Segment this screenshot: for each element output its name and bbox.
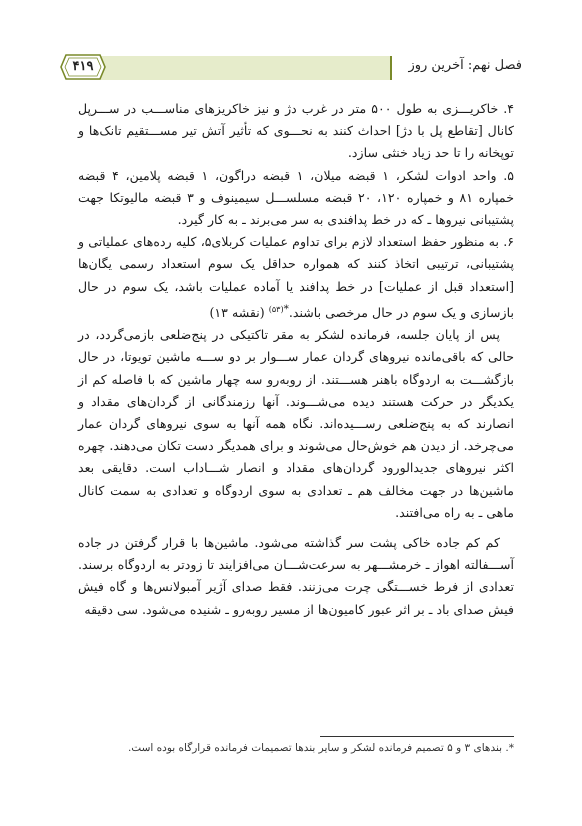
list-item-text: به منظور حفظ استعداد لازم برای تداوم عملیات کربلای۵، کلیه رده‌های عملیاتی و پشتیبانی، ترتیبی اتخاذ کنند که همواره حداقل یک سوم استعداد رسمی یگان‌ها [استعداد قبل از عملیات] در خط پدافند یا آماده عملیات باشد، یک سوم در حال بازسازی و یک سوم در حال مرخصی باشند. [78,234,514,321]
page-number: ۴۱۹ [72,59,94,74]
list-item [78,231,514,324]
list-item-text: واحد ادوات لشکر، ۱ قبضه میلان، ۱ قبضه دراگون، ۱ قبضه پلامین، ۴ قبضه خمپاره ۸۱ و خمپاره ۱۲۰، ۲۰ قبضه مسلســـل سیمینوف و ۳ قبضه مالیوتکا جهت پشتیبانی نیروها ـ که در خط پدافندی به سر می‌برند ـ به کار گیرد. [78,167,514,228]
list-item-number: ۴. [503,101,514,116]
header-band [90,56,392,80]
list-item-number: ۶. [503,234,514,250]
page-number-badge [60,54,106,80]
list-item [78,98,514,165]
endnote-reference: (۵۳) [268,304,284,314]
paragraph: پس از پایان جلسه، فرمانده لشکر به مقر تاکتیکی در پنج‌ضلعی بازمی‌گردد، در حالی که باقی‌مانده نیروهای گردان عمار ســـوار بر دو ســـه ماشین تویوتا، در حال بازگشـــت به اردوگاه باهنر هســـتند. از روبه‌رو سه چهار ماشین که با فاصله کم از یکدیگر در حرکت هستند دیده می‌شـــوند. آنها رزمندگانی از گردان‌های مقداد و انصارند که به پنج‌ضلعی رســـیده‌اند. نگاه همه آنها به سوی نیروهای گردان عمار می‌چرخد. از دیدن هم خوش‌حال می‌شوند و برای همدیگر دست تکان می‌دهند. چهره اکثر نیروهای جدیدالورود گردان‌های مقداد و انصار شـــاداب است. دقایقی بعد ماشین‌ها در جهت مخالف هم ـ تعدادی به سوی اردوگاه و تعدادی به سمت کانال ماهی ـ به راه می‌افتند. [78,327,514,520]
paragraph: کم کم جاده خاکی پشت سر گذاشته می‌شود. ماشین‌ها با قرار گرفتن در جاده آســـفالته اهواز ـ خرمشـــهر به سرعت‌شـــان می‌افزایند تا زودتر به اردوگاه برسند. تعدادی از فرط خســـتگی چرت می‌زنند. فقط صدای آژیر آمبولانس‌ها و گاه فیش فیش صدای باد ـ بر اثر عبور کامیون‌ها از مسیر روبه‌رو ـ شنیده می‌شود. سی دقیقه [78,535,514,617]
list-item [78,165,514,232]
running-header [60,54,530,82]
list-item-number: ۵. [503,167,514,183]
body-text [78,98,514,621]
list-item-text: خاکریـــزی به طول ۵۰۰ متر در غرب دژ و نیز خاکریزهای مناســـب در ســـرپل کانال [تقاطع پل با دژ] احداث کنند به نحـــوی که تأثیر آتش تیر مســـتقیم تانک‌ها و توپخانه را تا حد زیاد خنثی سازد. [78,101,514,161]
chapter-title: فصل نهم: آخرین روز [408,58,522,73]
footnote-divider [320,736,514,737]
footnote: *. بندهای ۳ و ۵ تصمیم فرمانده لشکر و سایر بندها تصمیمات فرمانده قرارگاه بوده است. [127,742,514,754]
map-reference: (نقشه ۱۳) [209,305,269,321]
footnote-marker: * [283,302,289,315]
